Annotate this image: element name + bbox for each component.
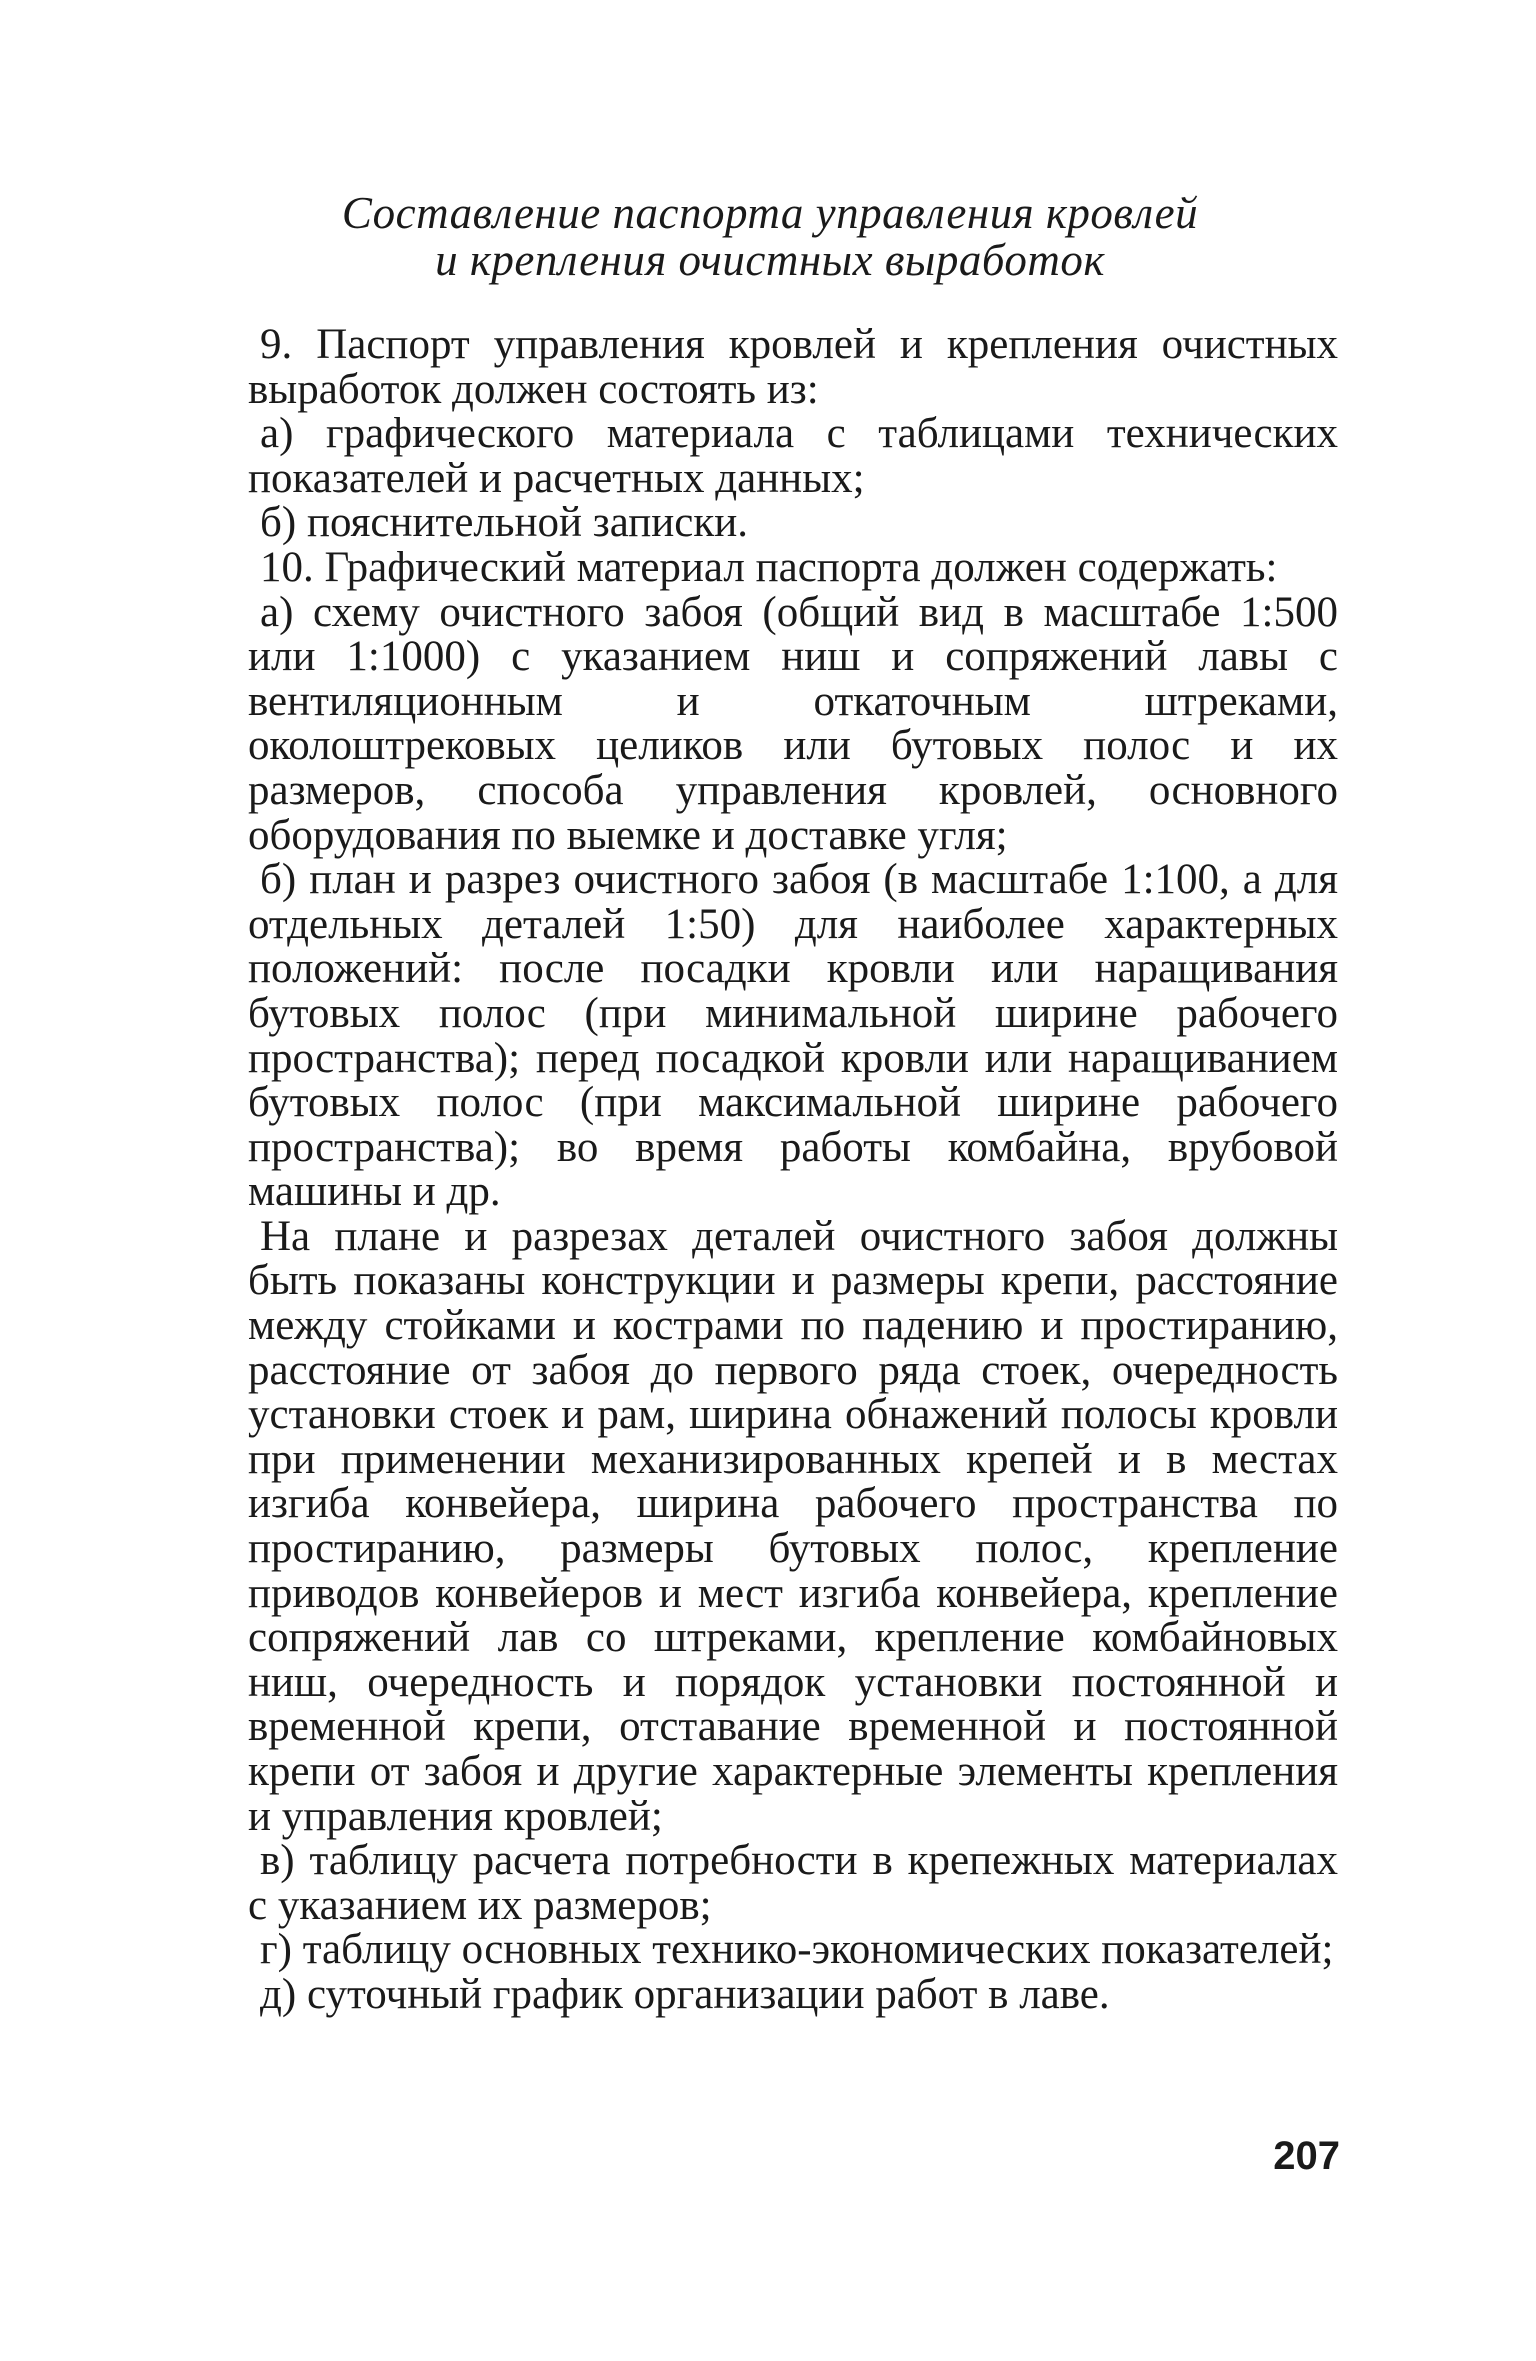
paragraph-10g: г) таблицу основных технико-экономических показателей; (260, 1926, 1334, 1974)
paragraph-10: 10. Графический материал паспорта должен содержать: (260, 543, 1278, 591)
paragraph-10d: д) суточный график организации работ в лаве. (260, 1970, 1110, 2018)
paragraph-9: 9. Паспорт управления кровлей и крепления очистных выработок должен состоять из: (248, 321, 1338, 413)
heading-line-1: Составление паспорта управления кровлей (341, 188, 1199, 238)
paragraph-plan-details: На плане и разрезах деталей очистного забоя должны быть показаны конструкции и размеры крепи, расстояние между стойками и кострами по падению и простиранию, расстояние от забоя до первого ряда стоек, очередность установки стоек и рам, ширина обнажений полосы кровли при применении механизированных крепей и в местах изгиба конвейера, ширина рабочего пространства по простиранию, размеры бутовых полос, крепление приводов конвейеров и мест изгиба конвейера, крепление сопряжений лав со штреками, крепление комбайновых ниш, очередность и порядок установки постоянной и временной крепи, отставание временной и постоянной крепи от забоя и другие характерные элементы крепления и управления кровлей; (248, 1212, 1338, 1840)
paragraph-10v: в) таблицу расчета потребности в крепежных материалах с указанием их размеров; (248, 1837, 1338, 1929)
paragraph-10a: а) схему очистного забоя (общий вид в масштабе 1:500 или 1:1000) с указанием ниш и сопряжений лавы с вентиляционным и откаточным штреками, околоштрековых целиков или бутовых полос и их размеров, способа управления кровлей, основного оборудования по выемке и доставке угля; (248, 588, 1338, 859)
section-heading (250, 190, 1290, 284)
paragraph-9a: а) графического материала с таблицами технических показателей и расчетных данных; (248, 410, 1338, 502)
paragraph-10b: б) план и разрез очистного забоя (в масштабе 1:100, а для отдельных деталей 1:50) для наиболее характерных положений: после посадки кровли или наращивания бутовых полос (при минимальной ширине рабочего пространства); перед посадкой кровли или наращиванием бутовых полос (при максимальной ширине рабочего пространства); во время работы комбайна, врубовой машины и др. (248, 856, 1338, 1216)
page-number: 207 (1273, 2134, 1340, 2178)
paragraph-9b: б) пояснительной записки. (260, 499, 749, 547)
heading-line-2: и крепления очистных выработок (435, 235, 1105, 285)
body-text (248, 323, 1338, 2018)
